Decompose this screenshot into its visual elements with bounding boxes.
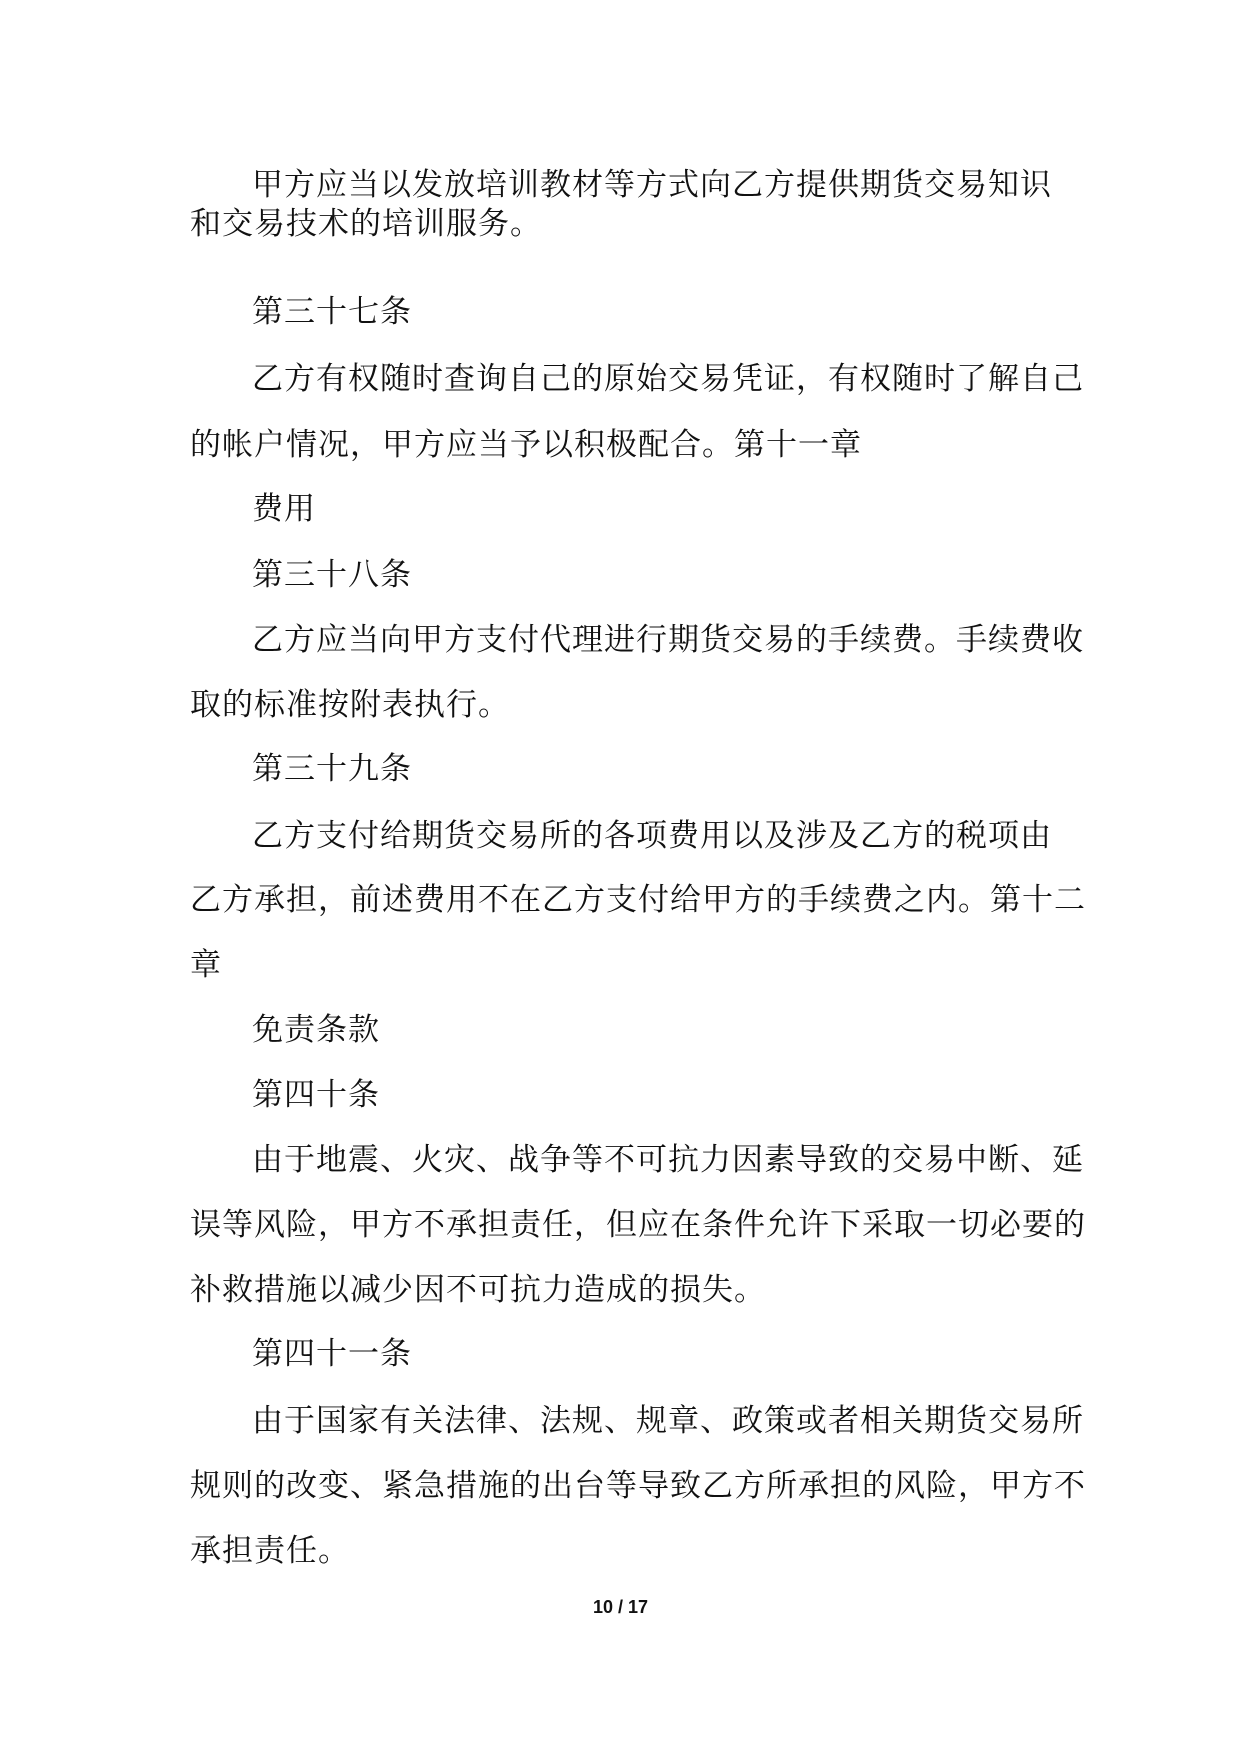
article-heading: 第四十一条 <box>252 1336 412 1372</box>
text-line: 乙方应当向甲方支付代理进行期货交易的手续费。手续费收 <box>252 622 1084 658</box>
article-heading: 第四十条 <box>252 1077 380 1113</box>
text-line: 甲方应当以发放培训教材等方式向乙方提供期货交易知识 <box>252 167 1052 203</box>
article-heading: 第三十八条 <box>252 557 412 593</box>
page-number: 10 / 17 <box>592 1597 649 1617</box>
text-line: 承担责任。 <box>190 1533 350 1569</box>
text-line: 和交易技术的培训服务。 <box>190 206 542 242</box>
text-line: 的帐户情况，甲方应当予以积极配合。第十一章 <box>190 427 862 463</box>
chapter-heading: 免责条款 <box>252 1012 380 1048</box>
text-line: 乙方支付给期货交易所的各项费用以及涉及乙方的税项由 <box>252 818 1052 854</box>
text-line: 由于地震、火灾、战争等不可抗力因素导致的交易中断、延 <box>252 1142 1084 1178</box>
text-line: 误等风险，甲方不承担责任，但应在条件允许下采取一切必要的 <box>190 1207 1086 1243</box>
text-line: 乙方有权随时查询自己的原始交易凭证，有权随时了解自己 <box>252 361 1084 397</box>
text-line: 补救措施以减少因不可抗力造成的损失。 <box>190 1272 766 1308</box>
text-line: 由于国家有关法律、法规、规章、政策或者相关期货交易所 <box>252 1403 1084 1439</box>
text-line: 乙方承担，前述费用不在乙方支付给甲方的手续费之内。第十二 <box>190 882 1086 918</box>
article-heading: 第三十九条 <box>252 751 412 787</box>
text-line: 章 <box>190 947 222 983</box>
text-line: 规则的改变、紧急措施的出台等导致乙方所承担的风险，甲方不 <box>190 1468 1086 1504</box>
text-line: 取的标准按附表执行。 <box>190 687 510 723</box>
chapter-heading: 费用 <box>252 491 316 527</box>
article-heading: 第三十七条 <box>252 294 412 330</box>
